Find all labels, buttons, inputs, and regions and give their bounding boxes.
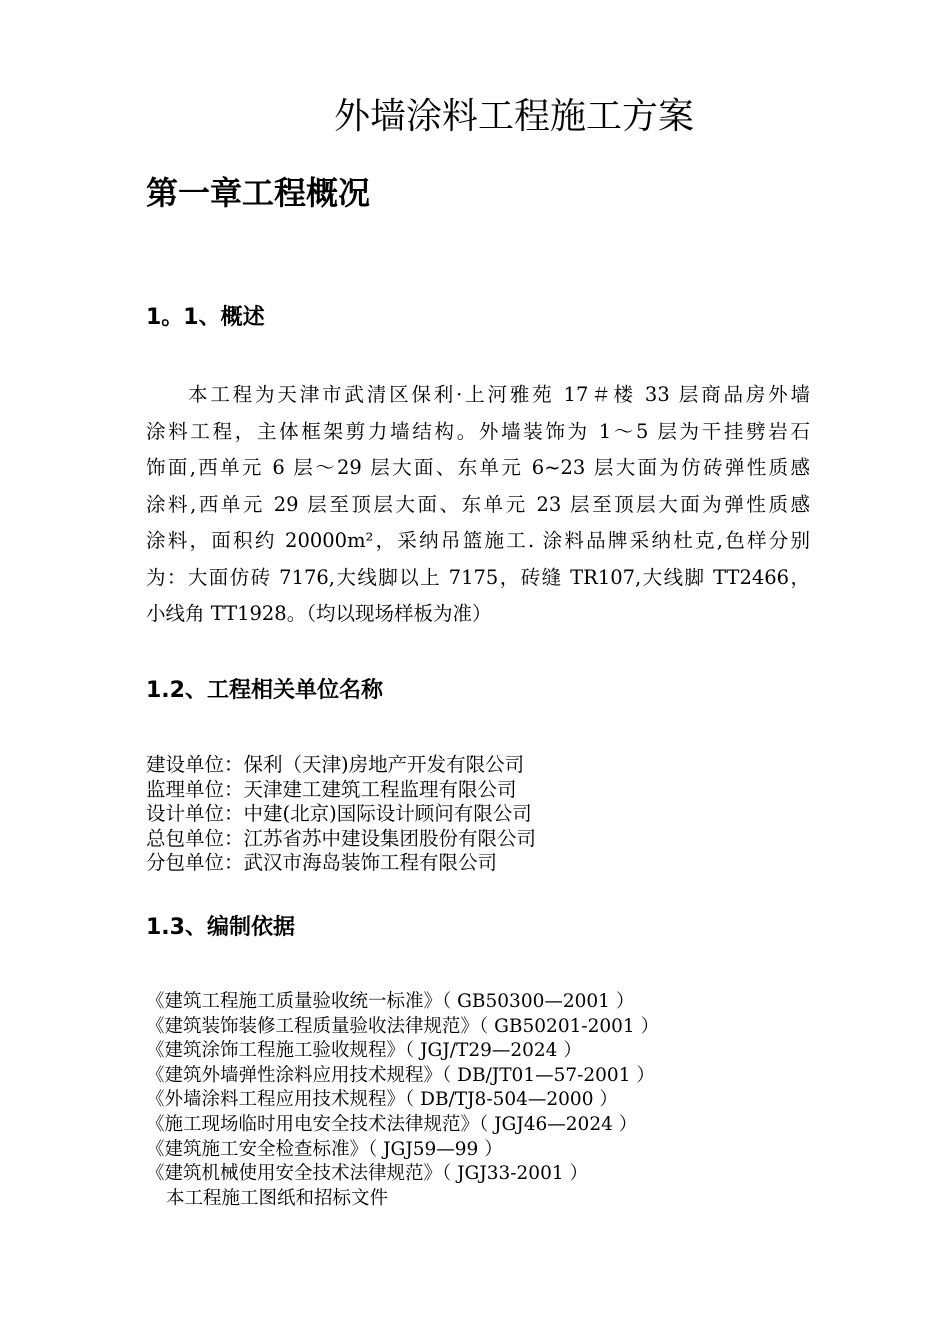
document-title: 外墙涂料工程施工方案 (334, 96, 695, 137)
basis-item: 《建筑外墙弹性涂料应用技术规程》（ DB/JT01—57-2001 ） (146, 1064, 655, 1086)
basis-item: 本工程施工图纸和招标文件 (166, 1187, 389, 1209)
section-heading-basis: 1.3、编制依据 (146, 915, 295, 940)
units-list (146, 753, 536, 876)
overview-line: 涂料,西单元 29 层至顶层大面、东单元 23 层至顶层大面为弹性质感 (146, 492, 810, 516)
unit-item: 设计单位：中建(北京)国际设计顾问有限公司 (146, 802, 532, 825)
overview-line: 小线角 TT1928。（均以现场样板为准） (146, 602, 492, 625)
basis-item: 《建筑装饰装修工程质量验收法律规范》（ GB50201-2001 ） (146, 1015, 660, 1037)
basis-item: 《建筑工程施工质量验收统一标准》（ GB50300—2001 ） (146, 991, 635, 1012)
basis-item: 《施工现场临时用电安全技术法律规范》（ JGJ46—2024 ） (146, 1113, 638, 1135)
unit-item: 监理单位：天津建工建筑工程监理有限公司 (146, 777, 517, 801)
overview-line: 本工程为天津市武清区保利·上河雅苑 17＃楼 33 层商品房外墙 (188, 383, 810, 406)
section-heading-units: 1.2、工程相关单位名称 (146, 678, 383, 703)
overview-line: 涂料工程，主体框架剪力墙结构。外墙装饰为 1～5 层为干挂劈岩石 (146, 419, 810, 443)
basis-list (146, 990, 659, 1211)
basis-item: 《建筑施工安全检查标准》（ JGJ59—99 ） (146, 1138, 503, 1160)
overview-line: 饰面,西单元 6 层～29 层大面、东单元 6~23 层大面为仿砖弹性质感 (146, 456, 810, 479)
unit-item: 分包单位：武汉市海岛装饰工程有限公司 (146, 851, 498, 874)
overview-paragraph (146, 377, 810, 633)
unit-item: 总包单位：江苏省苏中建设集团股份有限公司 (146, 826, 537, 850)
overview-line: 涂料，面积约 20000m²，采纳吊篮施工. 涂料品牌采纳杜克,色样分别 (146, 529, 810, 552)
basis-item: 《建筑涂饰工程施工验收规程》（ JGJ/T29—2024 ） (146, 1040, 582, 1062)
basis-item: 《建筑机械使用安全技术法律规范》（ JGJ33-2001 ） (146, 1163, 588, 1185)
section-heading-overview: 1。1、概述 (146, 305, 265, 330)
basis-item: 《外墙涂料工程应用技术规程》（ DB/TJ8-504—2000 ） (146, 1089, 618, 1111)
overview-line: 为：大面仿砖 7176,大线脚以上 7175，砖缝 TR107,大线脚 TT2466， (146, 565, 810, 589)
unit-item: 建设单位：保利（天津)房地产开发有限公司 (146, 753, 525, 776)
chapter-title: 第一章工程概况 (146, 174, 371, 212)
